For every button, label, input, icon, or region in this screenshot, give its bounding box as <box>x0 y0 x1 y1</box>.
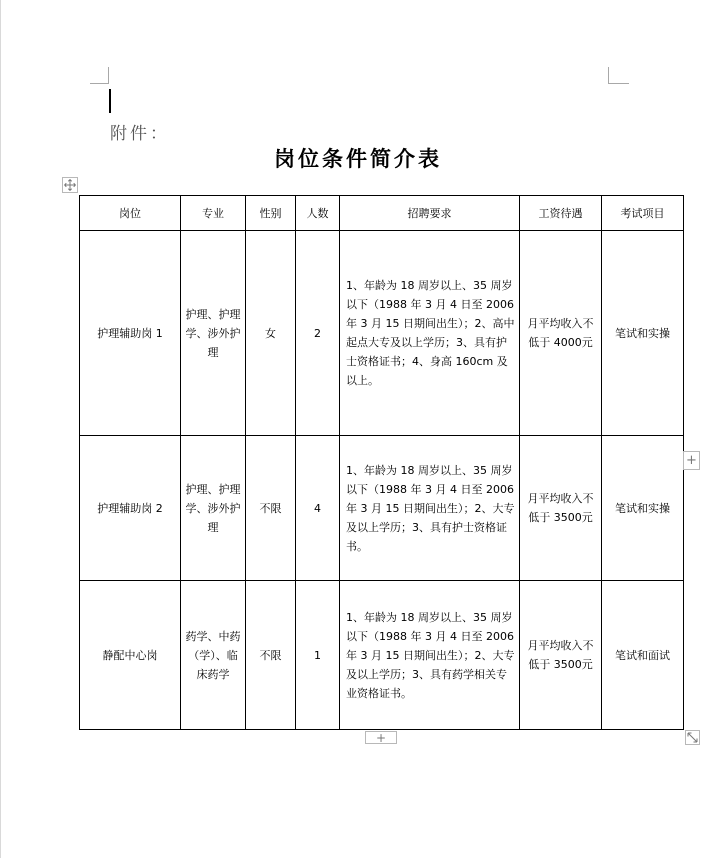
table-row <box>80 581 684 730</box>
header-count: 人数 <box>296 196 340 231</box>
cell-count: 2 <box>296 231 340 436</box>
plus-icon: + <box>686 453 697 468</box>
cell-requirements: 1、年龄为 18 周岁以上、35 周岁以下（1988 年 3 月 4 日至 2006 年 3 月 15 日期间出生）；2、大专及以上学历；3、具有护士资格证书。 <box>340 436 520 581</box>
cell-salary: 月平均收入不低于 4000元 <box>520 231 602 436</box>
cell-salary: 月平均收入不低于 3500元 <box>520 436 602 581</box>
corner-mark-top-right <box>608 67 629 84</box>
cell-major: 护理、护理学、涉外护理 <box>181 436 246 581</box>
table-move-handle[interactable] <box>62 177 78 193</box>
resize-icon <box>687 732 698 743</box>
table-row <box>80 231 684 436</box>
move-icon <box>64 179 76 191</box>
cell-requirements: 1、年龄为 18 周岁以上、35 周岁以下（1988 年 3 月 4 日至 2006 年 3 月 15 日期间出生）；2、大专及以上学历；3、具有药学相关专业资格证书。 <box>340 581 520 730</box>
header-gender: 性别 <box>246 196 296 231</box>
cell-major: 药学、中药（学）、临床药学 <box>181 581 246 730</box>
table-resize-handle[interactable] <box>685 730 700 745</box>
position-table <box>79 195 684 730</box>
cell-count: 1 <box>296 581 340 730</box>
cell-position: 护理辅助岗 2 <box>80 436 181 581</box>
cell-gender: 女 <box>246 231 296 436</box>
text-cursor <box>109 89 111 113</box>
plus-icon: + <box>375 730 387 745</box>
cell-gender: 不限 <box>246 581 296 730</box>
cell-salary: 月平均收入不低于 3500元 <box>520 581 602 730</box>
header-position: 岗位 <box>80 196 181 231</box>
header-requirements: 招聘要求 <box>340 196 520 231</box>
cell-exam: 笔试和面试 <box>602 581 684 730</box>
add-row-button[interactable] <box>365 731 397 744</box>
header-exam: 考试项目 <box>602 196 684 231</box>
header-major: 专业 <box>181 196 246 231</box>
add-column-button[interactable] <box>683 451 700 470</box>
page-title: 岗位条件简介表 <box>274 146 442 171</box>
cell-requirements: 1、年龄为 18 周岁以上、35 周岁以下（1988 年 3 月 4 日至 2006 年 3 月 15 日期间出生）；2、高中起点大专及以上学历；3、具有护士资格证书；4、身高 160cm 及以上。 <box>340 231 520 436</box>
table-header-row <box>80 196 684 231</box>
cell-count: 4 <box>296 436 340 581</box>
annex-label: 附件： <box>110 124 170 144</box>
cell-exam: 笔试和实操 <box>602 231 684 436</box>
table-row <box>80 436 684 581</box>
header-salary: 工资待遇 <box>520 196 602 231</box>
corner-mark-top-left <box>90 67 109 84</box>
cell-exam: 笔试和实操 <box>602 436 684 581</box>
cell-position: 护理辅助岗 1 <box>80 231 181 436</box>
cell-major: 护理、护理学、涉外护理 <box>181 231 246 436</box>
cell-gender: 不限 <box>246 436 296 581</box>
page-left-edge <box>0 0 1 858</box>
cell-position: 静配中心岗 <box>80 581 181 730</box>
